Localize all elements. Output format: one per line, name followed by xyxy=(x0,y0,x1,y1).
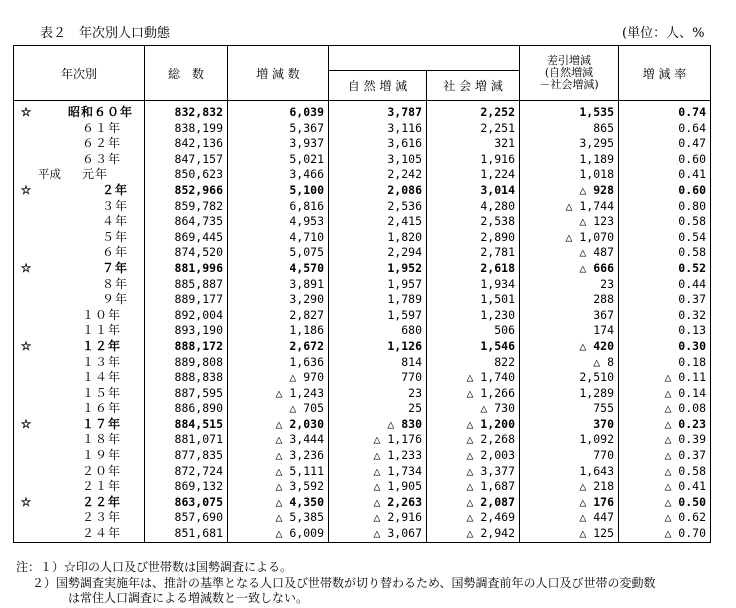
year-cell xyxy=(14,101,145,121)
cell-rate: 0.80 xyxy=(619,199,711,215)
cell-rate: 0.58 xyxy=(619,214,711,230)
year-cell xyxy=(14,339,145,355)
cell-diff: 865 xyxy=(520,121,619,137)
year-label: １４年 xyxy=(82,370,122,385)
table-row xyxy=(14,323,711,339)
cell-social: 1,916 xyxy=(427,152,520,168)
cell-total: 892,004 xyxy=(145,308,228,324)
table-row xyxy=(14,245,711,261)
cell-change: △ 4,350 xyxy=(228,495,329,511)
footnote-2: ２）国勢調査実施年は、推計の基準となる人口及び世帯数が切り替わるため、国勢調査前年の人口及び世帯の変動数 xyxy=(32,575,656,590)
cell-natural: 25 xyxy=(329,401,427,417)
cell-social: 2,618 xyxy=(427,261,520,277)
cell-natural: △ 1,734 xyxy=(329,464,427,480)
cell-social: 1,224 xyxy=(427,167,520,183)
table-row xyxy=(14,355,711,371)
cell-natural: 814 xyxy=(329,355,427,371)
table-row xyxy=(14,121,711,137)
cell-change: 3,290 xyxy=(228,292,329,308)
cell-natural: △ 2,263 xyxy=(329,495,427,511)
cell-social: 2,890 xyxy=(427,230,520,246)
cell-total: 874,520 xyxy=(145,245,228,261)
table-row xyxy=(14,167,711,183)
cell-social: △ 2,003 xyxy=(427,448,520,464)
year-cell xyxy=(14,199,145,215)
cell-natural: △ 830 xyxy=(329,417,427,433)
table-row xyxy=(14,464,711,480)
cell-natural: 2,086 xyxy=(329,183,427,199)
year-cell xyxy=(14,401,145,417)
cell-total: 869,445 xyxy=(145,230,228,246)
cell-rate: 0.44 xyxy=(619,277,711,293)
cell-change: △ 3,444 xyxy=(228,432,329,448)
table-row xyxy=(14,261,711,277)
year-label: １６年 xyxy=(82,401,122,416)
cell-total: 888,172 xyxy=(145,339,228,355)
cell-rate: 0.60 xyxy=(619,183,711,199)
cell-change: 3,937 xyxy=(228,136,329,152)
cell-change: 5,021 xyxy=(228,152,329,168)
year-cell xyxy=(14,261,145,277)
year-label: ６１年 xyxy=(82,120,122,135)
year-cell xyxy=(14,230,145,246)
cell-social: △ 2,087 xyxy=(427,495,520,511)
cell-social: 1,230 xyxy=(427,308,520,324)
table-row xyxy=(14,432,711,448)
cell-diff: 1,092 xyxy=(520,432,619,448)
year-cell xyxy=(14,308,145,324)
cell-total: 889,177 xyxy=(145,292,228,308)
cell-diff: △ 1,744 xyxy=(520,199,619,215)
header-natural: 自 然 増 減 xyxy=(329,71,427,101)
cell-change: 5,075 xyxy=(228,245,329,261)
year-cell xyxy=(14,292,145,308)
cell-rate: △ 0.08 xyxy=(619,401,711,417)
table-row xyxy=(14,101,711,121)
header-diff xyxy=(520,46,619,101)
cell-diff: 755 xyxy=(520,401,619,417)
cell-rate: △ 0.37 xyxy=(619,448,711,464)
cell-change: △ 5,111 xyxy=(228,464,329,480)
table-row xyxy=(14,277,711,293)
cell-change: 5,100 xyxy=(228,183,329,199)
cell-diff: △ 1,070 xyxy=(520,230,619,246)
year-cell xyxy=(14,432,145,448)
cell-diff: △ 8 xyxy=(520,355,619,371)
cell-change: △ 3,236 xyxy=(228,448,329,464)
cell-natural: 1,957 xyxy=(329,277,427,293)
cell-natural: 2,536 xyxy=(329,199,427,215)
cell-natural: 2,415 xyxy=(329,214,427,230)
year-label: ２年 xyxy=(102,182,129,197)
cell-social: △ 2,268 xyxy=(427,432,520,448)
cell-rate: △ 0.39 xyxy=(619,432,711,448)
cell-total: 842,136 xyxy=(145,136,228,152)
cell-natural: 1,820 xyxy=(329,230,427,246)
cell-change: △ 2,030 xyxy=(228,417,329,433)
year-cell xyxy=(14,510,145,526)
cell-diff: 1,535 xyxy=(520,101,619,121)
cell-diff: △ 123 xyxy=(520,214,619,230)
cell-social: △ 2,469 xyxy=(427,510,520,526)
cell-diff: 367 xyxy=(520,308,619,324)
cell-natural: △ 1,905 xyxy=(329,479,427,495)
cell-change: 1,186 xyxy=(228,323,329,339)
cell-total: 851,681 xyxy=(145,526,228,542)
header-change-group xyxy=(329,46,520,71)
cell-social: △ 1,740 xyxy=(427,370,520,386)
year-label: １０年 xyxy=(82,307,122,322)
year-label: ２１年 xyxy=(82,479,122,494)
year-cell xyxy=(14,355,145,371)
year-label: ９年 xyxy=(102,292,129,307)
cell-natural: 770 xyxy=(329,370,427,386)
cell-rate: 0.18 xyxy=(619,355,711,371)
cell-rate: △ 0.11 xyxy=(619,370,711,386)
cell-natural: 1,789 xyxy=(329,292,427,308)
cell-total: 863,075 xyxy=(145,495,228,511)
cell-total: 872,724 xyxy=(145,464,228,480)
cell-social: △ 1,200 xyxy=(427,417,520,433)
year-cell xyxy=(14,526,145,542)
cell-natural: 3,787 xyxy=(329,101,427,121)
table-row xyxy=(14,510,711,526)
year-label: １８年 xyxy=(82,432,122,447)
cell-social: 2,781 xyxy=(427,245,520,261)
header-diff-sub1: (自然増減 xyxy=(544,66,594,79)
cell-natural: 1,126 xyxy=(329,339,427,355)
cell-total: 838,199 xyxy=(145,121,228,137)
cell-change: 2,827 xyxy=(228,308,329,324)
title-bar xyxy=(0,0,736,44)
cell-natural: 680 xyxy=(329,323,427,339)
cell-natural: 3,616 xyxy=(329,136,427,152)
year-label: １３年 xyxy=(82,354,122,369)
cell-diff: 1,018 xyxy=(520,167,619,183)
cell-diff: 288 xyxy=(520,292,619,308)
year-cell xyxy=(14,495,145,511)
census-star: ☆ xyxy=(20,338,32,353)
year-cell xyxy=(14,370,145,386)
cell-natural: 2,242 xyxy=(329,167,427,183)
year-label: ８年 xyxy=(102,276,129,291)
cell-natural: 1,597 xyxy=(329,308,427,324)
year-cell xyxy=(14,464,145,480)
footnote-1: 注：１）☆印の人口及び世帯数は国勢調査による。 xyxy=(16,560,293,574)
year-cell xyxy=(14,183,145,199)
year-cell xyxy=(14,417,145,433)
cell-total: 832,832 xyxy=(145,101,228,121)
table-row xyxy=(14,526,711,542)
header-social: 社 会 増 減 xyxy=(427,71,520,101)
cell-diff: △ 447 xyxy=(520,510,619,526)
footnote-2-continued: は常住人口調査による増減数と一致しない。 xyxy=(68,591,309,605)
cell-social: 1,546 xyxy=(427,339,520,355)
cell-social: △ 1,266 xyxy=(427,386,520,402)
era-label: 平成 xyxy=(38,167,61,182)
cell-total: 886,890 xyxy=(145,401,228,417)
cell-rate: 0.41 xyxy=(619,167,711,183)
year-label: 昭和６０年 xyxy=(68,105,134,119)
year-label: ６年 xyxy=(102,245,129,260)
cell-social: △ 2,942 xyxy=(427,526,520,542)
cell-diff: △ 487 xyxy=(520,245,619,261)
cell-rate: △ 0.58 xyxy=(619,464,711,480)
cell-social: 2,252 xyxy=(427,101,520,121)
header-year: 年次別 xyxy=(14,46,145,101)
unit-note: (単位：人、% xyxy=(622,26,705,41)
year-label: ２２年 xyxy=(82,494,122,509)
table-row xyxy=(14,152,711,168)
cell-rate: 0.74 xyxy=(619,101,711,121)
cell-total: 847,157 xyxy=(145,152,228,168)
cell-change: 3,466 xyxy=(228,167,329,183)
cell-natural: △ 1,176 xyxy=(329,432,427,448)
year-cell xyxy=(14,167,145,183)
cell-diff: △ 218 xyxy=(520,479,619,495)
cell-change: 3,891 xyxy=(228,277,329,293)
table-body xyxy=(14,101,711,543)
cell-rate: 0.60 xyxy=(619,152,711,168)
cell-change: △ 6,009 xyxy=(228,526,329,542)
table-row xyxy=(14,339,711,355)
cell-social: 1,501 xyxy=(427,292,520,308)
cell-total: 888,838 xyxy=(145,370,228,386)
cell-diff: △ 420 xyxy=(520,339,619,355)
cell-total: 850,623 xyxy=(145,167,228,183)
year-label: ２３年 xyxy=(82,510,122,525)
cell-change: △ 3,592 xyxy=(228,479,329,495)
table-row xyxy=(14,136,711,152)
cell-rate: 0.47 xyxy=(619,136,711,152)
cell-natural: △ 2,916 xyxy=(329,510,427,526)
year-label: ４年 xyxy=(102,214,129,229)
table-row xyxy=(14,292,711,308)
cell-total: 887,595 xyxy=(145,386,228,402)
cell-total: 893,190 xyxy=(145,323,228,339)
year-label: ２０年 xyxy=(82,463,122,478)
cell-rate: △ 0.23 xyxy=(619,417,711,433)
cell-natural: △ 1,233 xyxy=(329,448,427,464)
year-cell xyxy=(14,152,145,168)
year-cell xyxy=(14,121,145,137)
cell-total: 881,996 xyxy=(145,261,228,277)
year-cell xyxy=(14,245,145,261)
cell-rate: △ 0.50 xyxy=(619,495,711,511)
cell-natural: 3,105 xyxy=(329,152,427,168)
table-row xyxy=(14,417,711,433)
cell-total: 881,071 xyxy=(145,432,228,448)
year-label: ７年 xyxy=(102,260,129,275)
census-star: ☆ xyxy=(20,494,32,509)
cell-change: 4,710 xyxy=(228,230,329,246)
cell-social: 4,280 xyxy=(427,199,520,215)
cell-rate: 0.37 xyxy=(619,292,711,308)
cell-social: 1,934 xyxy=(427,277,520,293)
cell-diff: 1,289 xyxy=(520,386,619,402)
cell-diff: 1,643 xyxy=(520,464,619,480)
cell-diff: △ 666 xyxy=(520,261,619,277)
header-change: 増 減 数 xyxy=(228,46,329,101)
cell-diff: 370 xyxy=(520,417,619,433)
year-cell xyxy=(14,277,145,293)
table-row xyxy=(14,386,711,402)
cell-social: 2,538 xyxy=(427,214,520,230)
cell-change: 4,570 xyxy=(228,261,329,277)
cell-change: 6,039 xyxy=(228,101,329,121)
cell-diff: 1,189 xyxy=(520,152,619,168)
table-title: 表２ 年次別人口動態 xyxy=(40,26,171,41)
cell-social: 506 xyxy=(427,323,520,339)
year-label: ５年 xyxy=(102,229,129,244)
cell-change: △ 705 xyxy=(228,401,329,417)
cell-social: △ 730 xyxy=(427,401,520,417)
cell-rate: 0.13 xyxy=(619,323,711,339)
year-label: １９年 xyxy=(82,448,122,463)
cell-total: 864,735 xyxy=(145,214,228,230)
cell-total: 884,515 xyxy=(145,417,228,433)
header-rate: 増 減 率 xyxy=(619,46,711,101)
cell-total: 869,132 xyxy=(145,479,228,495)
header-diff-sub2: －社会増減) xyxy=(539,78,599,91)
cell-natural: 2,294 xyxy=(329,245,427,261)
cell-rate: 0.32 xyxy=(619,308,711,324)
cell-change: 6,816 xyxy=(228,199,329,215)
census-star: ☆ xyxy=(20,182,32,197)
cell-natural: 1,952 xyxy=(329,261,427,277)
year-cell xyxy=(14,214,145,230)
cell-rate: 0.58 xyxy=(619,245,711,261)
year-cell xyxy=(14,136,145,152)
table-row xyxy=(14,370,711,386)
cell-rate: 0.54 xyxy=(619,230,711,246)
year-label: １１年 xyxy=(82,323,122,338)
header-total: 総 数 xyxy=(145,46,228,101)
cell-change: △ 1,243 xyxy=(228,386,329,402)
year-cell xyxy=(14,323,145,339)
year-cell xyxy=(14,386,145,402)
year-label: １７年 xyxy=(82,416,122,431)
year-label: １２年 xyxy=(82,338,122,353)
cell-change: 2,672 xyxy=(228,339,329,355)
cell-total: 889,808 xyxy=(145,355,228,371)
cell-natural: 3,116 xyxy=(329,121,427,137)
year-label: 元年 xyxy=(82,167,109,182)
table-row xyxy=(14,230,711,246)
cell-total: 877,835 xyxy=(145,448,228,464)
year-label: ２４年 xyxy=(82,526,122,541)
year-label: ３年 xyxy=(102,198,129,213)
census-star: ☆ xyxy=(20,105,32,119)
census-star: ☆ xyxy=(20,260,32,275)
cell-social: 3,014 xyxy=(427,183,520,199)
year-label: ６２年 xyxy=(82,136,122,151)
cell-total: 852,966 xyxy=(145,183,228,199)
header-diff-title: 差引増減 xyxy=(547,54,591,67)
census-star: ☆ xyxy=(20,416,32,431)
population-table xyxy=(13,45,711,543)
cell-total: 859,782 xyxy=(145,199,228,215)
cell-social: 321 xyxy=(427,136,520,152)
cell-social: △ 3,377 xyxy=(427,464,520,480)
cell-natural: 23 xyxy=(329,386,427,402)
cell-diff: △ 125 xyxy=(520,526,619,542)
cell-total: 857,690 xyxy=(145,510,228,526)
cell-diff: 770 xyxy=(520,448,619,464)
cell-rate: 0.30 xyxy=(619,339,711,355)
cell-rate: △ 0.41 xyxy=(619,479,711,495)
year-label: ６３年 xyxy=(82,151,122,166)
year-label: １５年 xyxy=(82,385,122,400)
cell-change: 5,367 xyxy=(228,121,329,137)
cell-diff: 3,295 xyxy=(520,136,619,152)
table-row xyxy=(14,495,711,511)
footnotes xyxy=(16,560,656,607)
table-header xyxy=(14,46,711,101)
cell-change: △ 970 xyxy=(228,370,329,386)
cell-diff: 2,510 xyxy=(520,370,619,386)
cell-rate: △ 0.70 xyxy=(619,526,711,542)
cell-change: 1,636 xyxy=(228,355,329,371)
cell-rate: △ 0.62 xyxy=(619,510,711,526)
cell-social: △ 1,687 xyxy=(427,479,520,495)
cell-social: 2,251 xyxy=(427,121,520,137)
table-row xyxy=(14,183,711,199)
cell-rate: △ 0.14 xyxy=(619,386,711,402)
cell-total: 885,887 xyxy=(145,277,228,293)
table-row xyxy=(14,214,711,230)
year-cell xyxy=(14,479,145,495)
cell-diff: 23 xyxy=(520,277,619,293)
cell-rate: 0.64 xyxy=(619,121,711,137)
cell-natural: △ 3,067 xyxy=(329,526,427,542)
table-row xyxy=(14,401,711,417)
cell-social: 822 xyxy=(427,355,520,371)
cell-change: △ 5,385 xyxy=(228,510,329,526)
cell-change: 4,953 xyxy=(228,214,329,230)
cell-diff: △ 176 xyxy=(520,495,619,511)
cell-diff: 174 xyxy=(520,323,619,339)
cell-rate: 0.52 xyxy=(619,261,711,277)
table-row xyxy=(14,479,711,495)
cell-diff: △ 928 xyxy=(520,183,619,199)
table-row xyxy=(14,199,711,215)
year-cell xyxy=(14,448,145,464)
table-row xyxy=(14,448,711,464)
table-row xyxy=(14,308,711,324)
